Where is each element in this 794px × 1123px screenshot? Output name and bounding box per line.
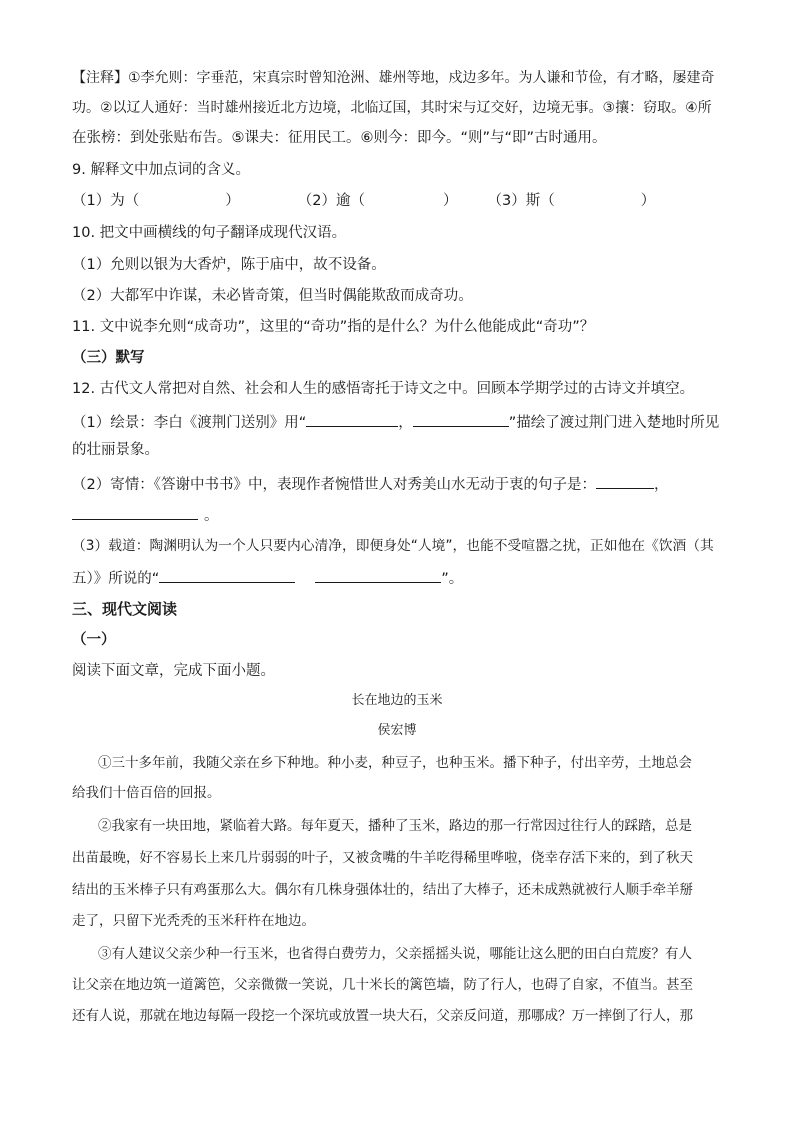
question-12-part-1: （1）绘景：李白《渡荆门送别》用“ ， ”描绘了渡过荆门进入楚地时所见 <box>72 411 722 433</box>
question-11-stem: 11. 文中说李允则“成奇功”，这里的“奇功”指的是什么？为什么他能成此“奇功”？ <box>72 319 595 335</box>
question-12-part-1-cont: 的壮丽景象。 <box>72 442 159 458</box>
article-para-1-line-1: ①三十多年前，我随父亲在乡下种地。种小麦，种豆子，也种玉米。播下种子，付出辛劳，土地总会 <box>98 755 692 771</box>
part-3-heading: 三、现代文阅读 <box>72 600 178 618</box>
notes-line-2: 功。②以辽人通好：当时雄州接近北方边境，北临辽国，其时宋与辽交好，边境无事。③攘：窃取。④所 <box>72 100 712 116</box>
question-10-sentence-1: （1）允则以银为大香炉，陈于庙中，故不设备。 <box>72 257 386 273</box>
article-para-1-line-2: 给我们十倍百倍的回报。 <box>72 785 221 801</box>
article-para-2-line-2: 出苗最晚，好不容易长上来几片弱弱的叶子，又被贪嘴的牛羊吃得稀里哗啦，侥幸存活下来的，到了秋天 <box>72 850 693 866</box>
question-10-stem: 10. 把文中画横线的句子翻译成现代汉语。 <box>72 225 347 241</box>
article-para-3-line-2: 让父亲在地边筑一道篱笆，父亲微微一笑说，几十米长的篱笆墙，防了行人，也碍了自家，不值当。甚至 <box>72 977 693 993</box>
article-para-2-line-1: ②我家有一块田地，紧临着大路。每年夏天，播种了玉米，路边的那一行常因过往行人的踩踏，总是 <box>98 818 692 834</box>
q9-item-3-label: （3）斯（ <box>487 193 555 209</box>
question-12-stem: 12. 古代文人常把对自然、社会和人生的感悟寄托于诗文之中。回顾本学期学过的古诗文并填空。 <box>72 381 695 397</box>
question-9-stem: 9. 解释文中加点词的含义。 <box>72 162 250 178</box>
article-para-2-line-4: 走了，只留下光秃秃的玉米秆杵在地边。 <box>72 913 315 929</box>
part-3-subheading: （一） <box>72 632 116 648</box>
question-12-part-2-cont: 。 <box>72 504 722 526</box>
article-para-3-line-1: ③有人建议父亲少种一行玉米，也省得白费劳力，父亲摇摇头说，哪能让这么肥的田白白荒废？有人 <box>98 946 692 962</box>
question-9-items <box>72 191 722 211</box>
q12-blank-6[interactable] <box>315 567 441 583</box>
question-12-part-2: （2）寄情：《答谢中书书》中，表现作者惋惜世人对秀美山水无动于衷的句子是： ， <box>72 473 722 495</box>
q9-item-1-close: ） <box>225 193 240 209</box>
question-12-part-3-cont: 五）》所说的“ ”。 <box>72 567 722 589</box>
q12-blank-5[interactable] <box>159 567 295 583</box>
question-10-sentence-2: （2）大都军中诈谋，未必皆奇策，但当时偶能欺敌而成奇功。 <box>72 288 473 304</box>
q9-item-1-label: （1）为（ <box>72 193 140 209</box>
question-12-part-3: （3）载道：陶渊明认为一个人只要内心清净，即便身处“人境”，也能不受喧嚣之扰，正如他在《饮酒（其 <box>72 538 714 554</box>
article-author: 侯宏博 <box>377 723 417 738</box>
part-3-instruction: 阅读下面文章，完成下面小题。 <box>72 663 275 679</box>
q12-blank-1[interactable] <box>306 411 398 427</box>
notes-line-1: 【注释】①李允则：字垂范，宋真宗时曾知沧洲、雄州等地，戍边多年。为人谦和节俭，有才略，屡建奇 <box>72 70 715 86</box>
q9-item-2-close: ） <box>442 193 458 209</box>
article-para-2-line-3: 结出的玉米棒子只有鸡蛋那么大。偶尔有几株身强体壮的，结出了大棒子，还未成熟就被行人顺手牵羊掰 <box>72 882 693 898</box>
q9-item-2-label: （2）逾（ <box>297 193 365 209</box>
article-title: 长在地边的玉米 <box>351 693 443 708</box>
section-dictation-heading: （三）默写 <box>72 350 145 366</box>
notes-line-3: 在张榜：到处张贴布告。⑤课夫：征用民工。⑥则今：即今。“则”与“即”古时通用。 <box>72 130 607 146</box>
q9-item-3-close: ） <box>640 193 656 209</box>
article-para-3-line-3: 还有人说，那就在地边每隔一段挖一个深坑或放置一块大石，父亲反问道，那哪成？万一摔倒了行人，那 <box>72 1008 693 1024</box>
q12-blank-3[interactable] <box>596 473 654 489</box>
q12-blank-4[interactable] <box>72 504 198 520</box>
q12-blank-2[interactable] <box>413 411 509 427</box>
